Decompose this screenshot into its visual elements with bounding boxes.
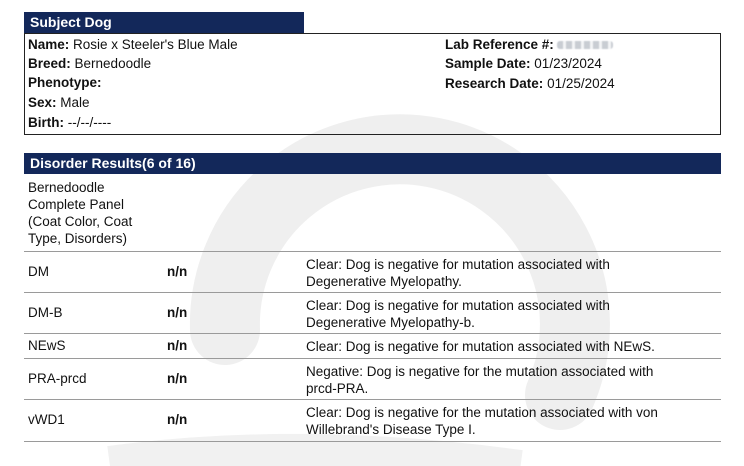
breed-field: Breed: Bernedoodle [28,56,152,71]
research-date-field: Research Date: 01/25/2024 [445,76,615,91]
breed-value: Bernedoodle [74,56,152,71]
sex-value: Male [60,95,90,110]
result-row [24,251,721,293]
sample-date-value: 01/23/2024 [534,56,602,71]
gene-name: DM [28,264,49,279]
subject-dog-header: Subject Dog [24,12,304,33]
research-date-value: 01/25/2024 [547,76,615,91]
result-row [24,399,721,442]
sample-date-field: Sample Date: 01/23/2024 [445,56,602,71]
redacted-lab-reference [557,41,613,49]
genotype: n/n [167,264,188,279]
name-field: Name: Rosie x Steeler's Blue Male [28,37,238,52]
gene-name: vWD1 [28,412,65,427]
gene-name: NEwS [28,338,66,353]
result-interpretation: Clear: Dog is negative for mutation associated with Degenerative Myelopathy-b. [306,298,610,330]
result-interpretation: Clear: Dog is negative for the mutation associated with von Willebrand's Disease Type I. [306,405,658,437]
gene-name: PRA-prcd [28,371,87,386]
result-row [24,292,721,334]
result-row [24,358,721,400]
lab-reference-field: Lab Reference #: [445,35,613,54]
gene-name: DM-B [28,305,63,320]
disorder-results-header: Disorder Results(6 of 16) [24,153,721,174]
name-value: Rosie x Steeler's Blue Male [73,37,238,52]
result-interpretation: Clear: Dog is negative for mutation associated with NEwS. [306,339,655,354]
genotype: n/n [167,305,188,320]
panel-name: Bernedoodle Complete Panel (Coat Color, Coat Type, Disorders) [28,180,133,246]
phenotype-field: Phenotype: [28,75,102,90]
result-interpretation: Clear: Dog is negative for mutation associated with Degenerative Myelopathy. [306,257,610,289]
subject-info-box [24,33,721,135]
result-interpretation: Negative: Dog is negative for the mutation associated with prcd-PRA. [306,364,654,396]
result-row [24,333,721,359]
birth-value: --/--/---- [67,115,112,130]
genotype: n/n [167,371,188,386]
sex-field: Sex: Male [28,95,90,110]
genotype: n/n [167,412,188,427]
genotype: n/n [167,338,188,353]
birth-field: Birth: --/--/---- [28,115,112,130]
